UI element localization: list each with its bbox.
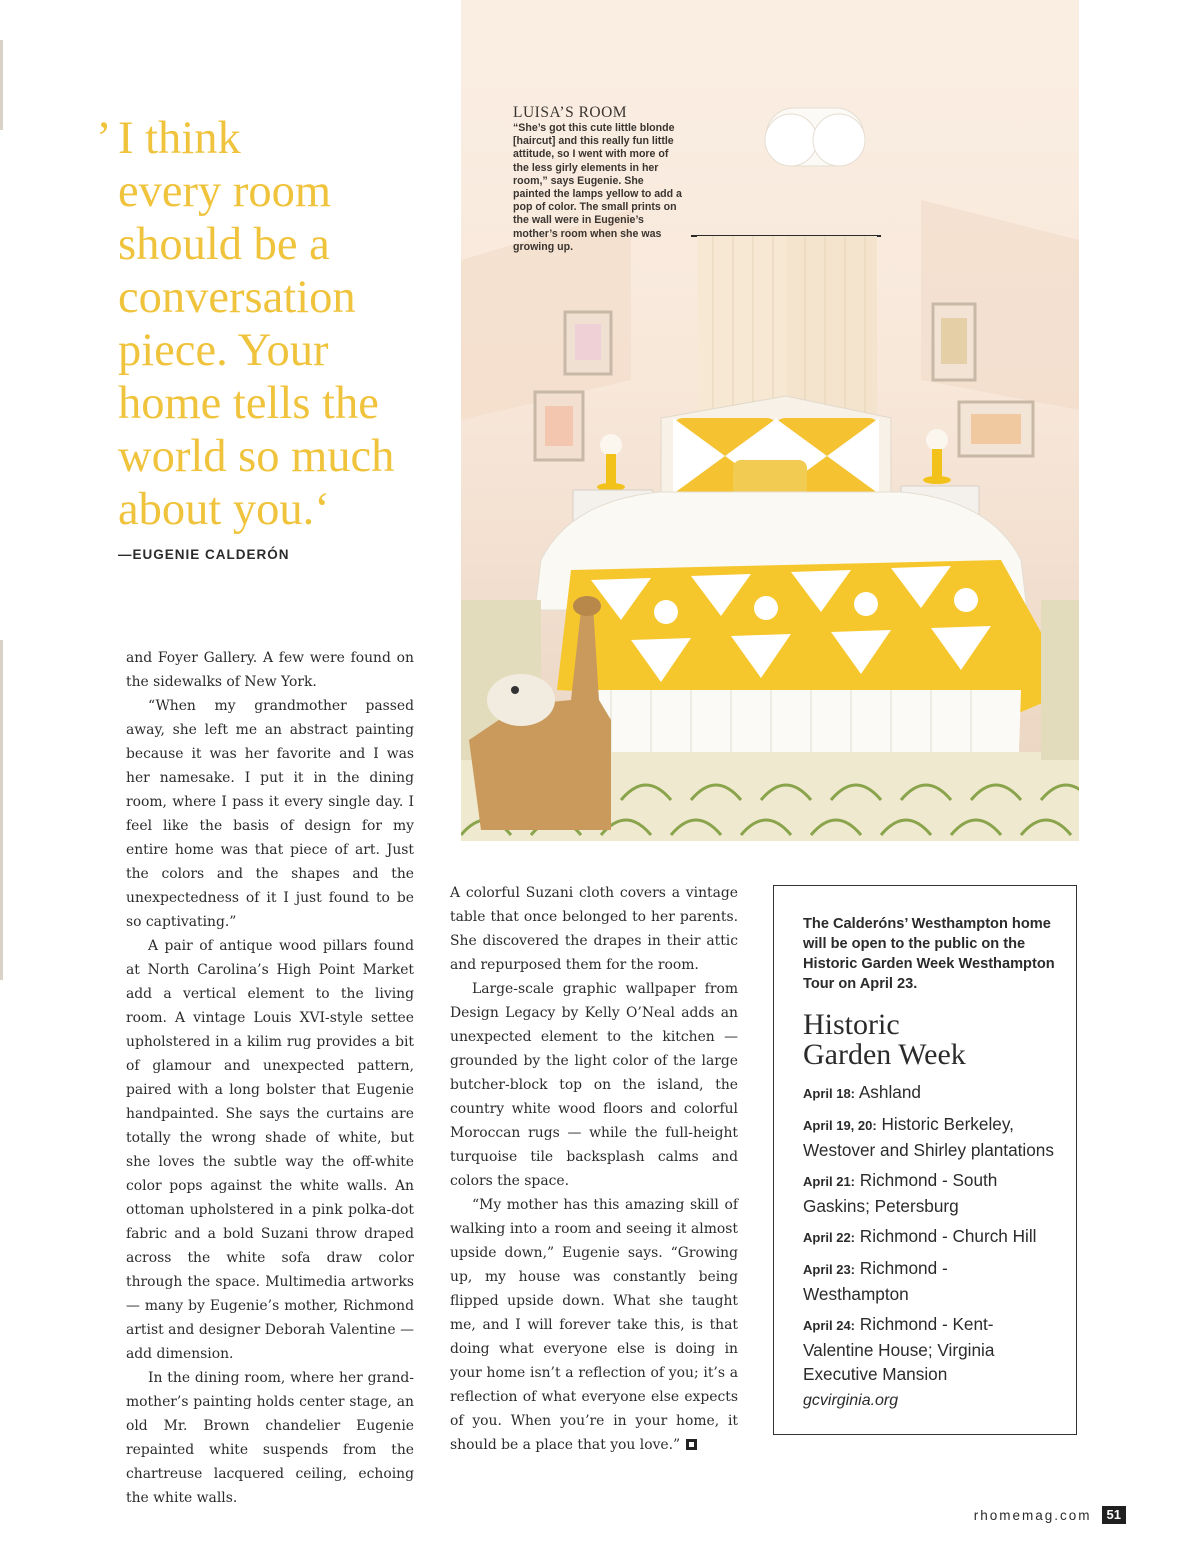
event-item	[803, 1080, 1058, 1106]
pull-quote-line-7: world so much	[118, 431, 395, 482]
event-list	[803, 1080, 1058, 1386]
page-edge-mark-top	[0, 40, 3, 130]
pull-quote-line-6: home tells the	[118, 378, 379, 429]
pull-quote-line-8: about you.‘	[118, 484, 330, 535]
article-column-1	[126, 646, 414, 1510]
garden-week-sidebar	[773, 885, 1077, 1435]
event-location: Richmond - Westhampton	[803, 1258, 948, 1304]
event-location: Richmond - Kent-Valentine House; Virginia Executive Mansion	[803, 1314, 995, 1384]
event-date: April 23:	[803, 1262, 856, 1277]
page-folio	[974, 1506, 1126, 1524]
photo-caption	[513, 104, 683, 254]
open-quote-mark: ’	[96, 113, 112, 164]
event-item	[803, 1168, 1058, 1218]
pull-quote	[96, 112, 446, 536]
page-number: 51	[1102, 1506, 1126, 1524]
event-location: Historic Berkeley, Westover and Shirley plantations	[803, 1114, 1054, 1160]
end-of-story-icon	[686, 1439, 697, 1450]
pull-quote-line-3: should be a	[118, 219, 330, 270]
event-date: April 19, 20:	[803, 1118, 877, 1133]
event-item	[803, 1312, 1058, 1386]
event-date: April 22:	[803, 1230, 856, 1245]
close-quote-mark: ‘	[314, 484, 330, 535]
article-paragraph: “When my grandmother passed away, she left me an abstract painting because it was her favorite and I was her namesake. I put it in the dining room, where I pass it every single day. I feel like the basis of design for my entire home was that piece of art. Just the colors and the shapes and the unexpectedness of it I just found to be so captivating.”	[126, 698, 414, 930]
bedroom-photo	[461, 0, 1079, 841]
article-paragraph-final: “My mother has this amazing skill of walking into a room and seeing it almost upside down,” Eugenie says. “Growing up, my house was constantly being flipped upside down. What she taught me, and I will forever take this, is that doing what everyone else is doing in your home isn’t a reflection of you; it’s a reflection of what everyone else expects of you. When you’re in your home, it should be a place that you love.”	[450, 1197, 738, 1453]
event-item	[803, 1256, 1058, 1306]
folio-website: rhomemag.com	[973, 1507, 1092, 1523]
page-edge-mark-bottom	[0, 640, 3, 980]
article-paragraph: and Foyer Gallery. A few were found on the sidewalks of New York.	[126, 650, 414, 690]
event-location: Ashland	[858, 1082, 921, 1102]
article-column-2	[450, 881, 738, 1457]
sidebar-link[interactable]: gcvirginia.org	[803, 1392, 899, 1409]
article-paragraph: A colorful Suzani cloth covers a vintage table that once belonged to her parents. She discovered the drapes in their attic and repurposed them for the room.	[450, 885, 738, 973]
pull-quote-line-2: every room	[118, 166, 332, 217]
article-paragraph: Large-scale graphic wallpaper from Design Legacy by Kelly O’Neal adds an unexpected element to the kitchen — grounded by the light color of the large butcher-block top on the island, the country white wood floors and colorful Moroccan rugs — while the full-height turquoise tile backsplash calms and colors the space.	[450, 981, 738, 1189]
pull-quote-line-5: piece. Your	[118, 325, 329, 376]
event-date: April 18:	[803, 1086, 856, 1101]
event-location: Richmond - South Gaskins; Petersburg	[803, 1170, 998, 1216]
sidebar-intro: The Calderóns’ Westhampton home will be open to the public on the Historic Garden Week Westhampton Tour on April 23.	[803, 916, 1055, 992]
event-item	[803, 1112, 1058, 1162]
event-location: Richmond - Church Hill	[859, 1226, 1037, 1246]
pull-quote-attribution: —EUGENIE CALDERÓN	[118, 547, 290, 562]
sidebar-title: Historic Garden Week	[803, 1008, 966, 1071]
photo-caption-title: LUISA’S ROOM	[513, 104, 628, 121]
pull-quote-line-1: ’ I think	[96, 113, 241, 164]
event-date: April 21:	[803, 1174, 856, 1189]
event-item	[803, 1224, 1058, 1250]
photo-caption-text: “She’s got this cute little blonde [haircut] and this really fun little attitude, so I went with more of the less girly elements in her room,” says Eugenie. She painted the lamps yellow to add a pop of color. The small prints on the wall were in Eugenie’s mother’s room when she was growing up.	[513, 122, 682, 253]
article-paragraph: In the dining room, where her grandmother’s painting holds center stage, an old Mr. Brown chandelier Eugenie repainted white suspends from the chartreuse lacquered ceiling, echoing the white walls.	[126, 1370, 414, 1506]
article-paragraph: A pair of antique wood pillars found at North Carolina’s High Point Market add a vertical element to the living room. A vintage Louis XVI-style settee upholstered in a kilim rug provides a bit of glamour and unexpected pattern, paired with a long bolster that Eugenie handpainted. She says the curtains are totally the wrong shade of white, but she loves the subtle way the off-white color pops against the white walls. An ottoman upholstered in a pink polka-dot fabric and a bold Suzani throw draped across the white sofa draw color through the space. Multimedia artworks — many by Eugenie’s mother, Richmond artist and designer Deborah Valentine — add dimension.	[126, 938, 414, 1362]
pull-quote-line-4: conversation	[118, 272, 356, 323]
event-date: April 24:	[803, 1318, 856, 1333]
